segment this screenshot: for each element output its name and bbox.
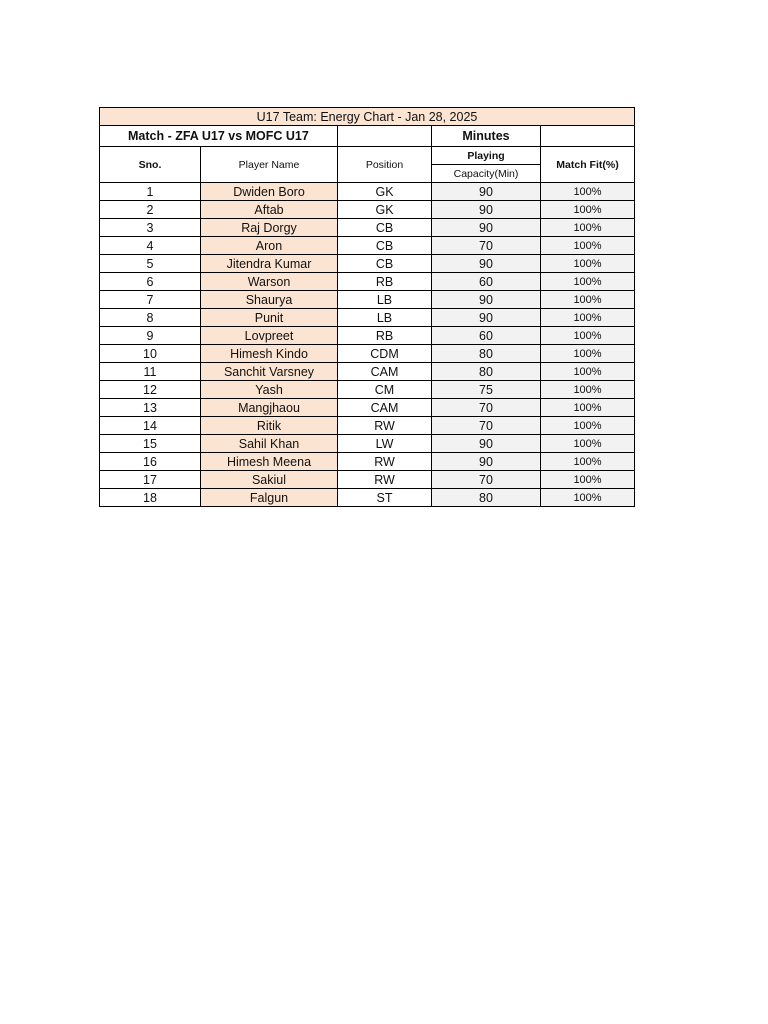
minutes-cell: 90 [432,219,541,237]
minutes-label: Minutes [432,126,541,147]
minutes-cell: 90 [432,255,541,273]
player-name-cell: Himesh Meena [201,453,338,471]
sno-cell: 18 [100,489,201,507]
position-cell: GK [338,183,432,201]
position-cell: LB [338,291,432,309]
position-cell: RW [338,471,432,489]
player-name-cell: Raj Dorgy [201,219,338,237]
header-position: Position [338,147,432,183]
sno-cell: 2 [100,201,201,219]
sno-cell: 5 [100,255,201,273]
player-name-cell: Sanchit Varsney [201,363,338,381]
match-fit-cell: 100% [541,255,635,273]
table-row [100,255,635,273]
player-name-cell: Shaurya [201,291,338,309]
minutes-cell: 80 [432,345,541,363]
player-name-cell: Jitendra Kumar [201,255,338,273]
sno-cell: 12 [100,381,201,399]
position-cell: CAM [338,363,432,381]
table-row [100,273,635,291]
minutes-cell: 90 [432,309,541,327]
match-fit-cell: 100% [541,417,635,435]
sno-cell: 4 [100,237,201,255]
position-cell: LB [338,309,432,327]
table-row [100,291,635,309]
match-fit-cell: 100% [541,219,635,237]
header-capacity: Capacity(Min) [432,165,541,183]
minutes-cell: 60 [432,327,541,345]
match-fit-cell: 100% [541,183,635,201]
match-fit-cell: 100% [541,327,635,345]
sno-cell: 13 [100,399,201,417]
player-name-cell: Falgun [201,489,338,507]
position-cell: ST [338,489,432,507]
sno-cell: 3 [100,219,201,237]
player-name-cell: Aron [201,237,338,255]
sno-cell: 15 [100,435,201,453]
position-cell: CAM [338,399,432,417]
match-fit-cell: 100% [541,345,635,363]
minutes-cell: 70 [432,471,541,489]
match-fit-cell: 100% [541,453,635,471]
header-row [100,147,635,165]
player-name-cell: Aftab [201,201,338,219]
match-fit-cell: 100% [541,237,635,255]
header-sno: Sno. [100,147,201,183]
table-row [100,309,635,327]
player-name-cell: Lovpreet [201,327,338,345]
player-name-cell: Dwiden Boro [201,183,338,201]
player-name-cell: Mangjhaou [201,399,338,417]
position-cell: GK [338,201,432,219]
sno-cell: 17 [100,471,201,489]
match-fit-cell: 100% [541,435,635,453]
position-cell: CM [338,381,432,399]
match-fit-cell: 100% [541,291,635,309]
sno-cell: 8 [100,309,201,327]
minutes-cell: 70 [432,399,541,417]
minutes-cell: 80 [432,363,541,381]
table-row [100,399,635,417]
table-row [100,363,635,381]
table-row [100,237,635,255]
position-cell: RB [338,327,432,345]
table-row [100,489,635,507]
match-row-blank-position [338,126,432,147]
position-cell: CB [338,237,432,255]
title-row [100,108,635,126]
match-label: Match - ZFA U17 vs MOFC U17 [100,126,338,147]
sno-cell: 16 [100,453,201,471]
header-playing: Playing [432,147,541,165]
player-name-cell: Himesh Kindo [201,345,338,363]
match-fit-cell: 100% [541,273,635,291]
position-cell: RB [338,273,432,291]
chart-title: U17 Team: Energy Chart - Jan 28, 2025 [100,108,635,126]
minutes-cell: 70 [432,237,541,255]
header-player-name: Player Name [201,147,338,183]
player-name-cell: Warson [201,273,338,291]
position-cell: CB [338,255,432,273]
match-row-blank-fit [541,126,635,147]
player-name-cell: Sakiul [201,471,338,489]
table-row [100,327,635,345]
match-fit-cell: 100% [541,471,635,489]
sno-cell: 10 [100,345,201,363]
sno-cell: 6 [100,273,201,291]
player-name-cell: Punit [201,309,338,327]
minutes-cell: 70 [432,417,541,435]
match-fit-cell: 100% [541,399,635,417]
match-fit-cell: 100% [541,201,635,219]
energy-chart-table [99,107,635,507]
table-row [100,435,635,453]
table-row [100,219,635,237]
sno-cell: 9 [100,327,201,345]
table-row [100,201,635,219]
position-cell: LW [338,435,432,453]
table-row [100,417,635,435]
match-fit-cell: 100% [541,381,635,399]
table-row [100,453,635,471]
player-name-cell: Ritik [201,417,338,435]
minutes-cell: 90 [432,435,541,453]
player-name-cell: Sahil Khan [201,435,338,453]
minutes-cell: 80 [432,489,541,507]
player-name-cell: Yash [201,381,338,399]
minutes-cell: 90 [432,453,541,471]
match-fit-cell: 100% [541,489,635,507]
minutes-cell: 90 [432,183,541,201]
minutes-cell: 60 [432,273,541,291]
table-row [100,345,635,363]
position-cell: CDM [338,345,432,363]
table-row [100,183,635,201]
table-row [100,381,635,399]
table-row [100,471,635,489]
minutes-cell: 90 [432,201,541,219]
match-fit-cell: 100% [541,309,635,327]
match-row [100,126,635,147]
match-fit-cell: 100% [541,363,635,381]
minutes-cell: 75 [432,381,541,399]
position-cell: CB [338,219,432,237]
sno-cell: 7 [100,291,201,309]
header-match-fit: Match Fit(%) [541,147,635,183]
minutes-cell: 90 [432,291,541,309]
sno-cell: 11 [100,363,201,381]
position-cell: RW [338,417,432,435]
sno-cell: 1 [100,183,201,201]
position-cell: RW [338,453,432,471]
sno-cell: 14 [100,417,201,435]
